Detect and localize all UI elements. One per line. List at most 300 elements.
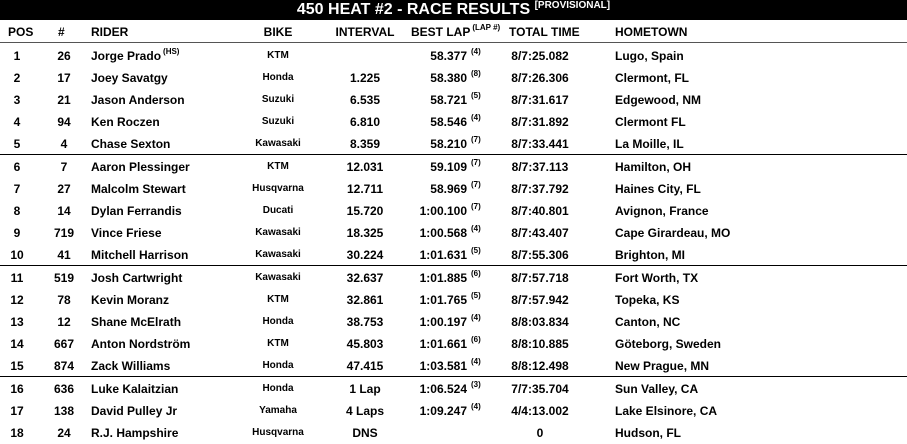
total-time-cell-text: 8/7:31.617: [511, 93, 569, 107]
pos-cell-text: 10: [10, 248, 24, 262]
number-cell-text: 7: [60, 160, 68, 174]
rider-cell: [91, 222, 162, 244]
pos-cell-text: 6: [13, 160, 21, 174]
lap-number-text: (5): [471, 91, 481, 100]
interval-cell: [322, 400, 408, 422]
table-row: [0, 156, 907, 178]
best-lap-cell-text: 1:01.885: [419, 271, 467, 285]
rider-cell-text: Anton Nordström: [91, 337, 191, 351]
number-cell-text: 719: [53, 226, 75, 240]
best-lap-cell-text: 58.380: [430, 71, 467, 85]
hometown-cell: [615, 311, 680, 333]
best-lap-cell-text: 1:01.631: [419, 248, 467, 262]
number-cell: [44, 111, 84, 133]
table-row: [0, 200, 907, 222]
bike-cell: [246, 267, 310, 289]
best-lap-cell-text: 1:00.100: [419, 204, 467, 218]
lap-number-cell: [469, 378, 481, 400]
total-time-cell-text: 8/7:37.113: [511, 160, 569, 174]
pos-cell-text: 11: [10, 271, 24, 285]
pos-cell: [0, 333, 34, 355]
col-best-lap-header: [411, 21, 500, 43]
lap-number-cell: [469, 67, 481, 89]
number-cell: [44, 378, 84, 400]
pos-cell-text: 12: [10, 293, 24, 307]
best-lap-cell: [405, 45, 467, 67]
rider-cell-text: Vince Friese: [91, 226, 162, 240]
bike-cell-text: Suzuki: [261, 116, 295, 127]
lap-number-text: (4): [471, 47, 481, 56]
table-row: [0, 111, 907, 133]
lap-number-cell: [469, 222, 481, 244]
rider-cell: [91, 111, 160, 133]
hometown-cell: [615, 67, 689, 89]
table-row: [0, 67, 907, 89]
hometown-cell-text: Edgewood, NM: [615, 93, 701, 107]
interval-cell: [322, 289, 408, 311]
total-time-cell-text: 7/7:35.704: [511, 382, 569, 396]
total-time-cell-text: 8/7:25.082: [511, 49, 569, 63]
interval-cell: [322, 89, 408, 111]
bike-cell: [246, 289, 310, 311]
bike-cell: [246, 133, 310, 155]
hometown-cell-text: Lake Elsinore, CA: [615, 404, 718, 418]
lap-number-text: (4): [471, 313, 481, 322]
rider-cell: [91, 178, 186, 200]
bike-cell-text: Kawasaki: [255, 227, 301, 238]
number-cell: [44, 45, 84, 67]
rider-cell: [91, 67, 168, 89]
table-row: [0, 422, 907, 444]
number-cell-text: 17: [57, 71, 71, 85]
best-lap-cell: [405, 222, 467, 244]
bike-cell: [246, 111, 310, 133]
table-row: [0, 333, 907, 355]
bike-cell: [246, 355, 310, 377]
best-lap-cell-text: 1:00.197: [419, 315, 467, 329]
best-lap-cell-text: 1:01.765: [419, 293, 467, 307]
pos-cell-text: 15: [10, 359, 24, 373]
hometown-cell: [615, 244, 685, 266]
table-row: [0, 178, 907, 200]
hometown-cell: [615, 355, 709, 377]
pos-cell-text: 4: [13, 115, 21, 129]
hometown-cell: [615, 111, 686, 133]
interval-cell-text: DNS: [352, 426, 378, 440]
rider-cell: [91, 289, 169, 311]
number-cell: [44, 156, 84, 178]
lap-number-text: (7): [471, 180, 481, 189]
number-cell-text: 874: [53, 359, 75, 373]
table-header: [0, 21, 907, 43]
pos-cell: [0, 111, 34, 133]
bike-cell-text: Suzuki: [261, 94, 295, 105]
best-lap-cell: [405, 267, 467, 289]
number-cell-text: 21: [57, 93, 71, 107]
number-cell: [44, 400, 84, 422]
total-time-cell: [500, 200, 580, 222]
bike-cell-text: KTM: [267, 50, 289, 61]
hometown-cell: [615, 222, 730, 244]
interval-cell: [322, 178, 408, 200]
rider-cell-text: Luke Kalaitzian: [91, 382, 179, 396]
pos-cell-text: 16: [10, 382, 24, 396]
number-cell-text: 12: [57, 315, 71, 329]
total-time-cell: [500, 156, 580, 178]
hometown-cell-text: Hamilton, OH: [615, 160, 692, 174]
pos-cell: [0, 178, 34, 200]
col-interval-header: INTERVAL: [335, 25, 395, 39]
rider-cell: [91, 267, 182, 289]
header-divider: [0, 42, 907, 43]
pos-cell: [0, 422, 34, 444]
rider-cell: [91, 200, 182, 222]
best-lap-cell: [405, 178, 467, 200]
hometown-cell-text: Brighton, MI: [615, 248, 685, 262]
best-lap-cell: [405, 311, 467, 333]
hometown-cell: [615, 400, 717, 422]
number-cell-text: 667: [53, 337, 75, 351]
number-cell: [44, 133, 84, 155]
total-time-cell: [500, 400, 580, 422]
pos-cell-text: 2: [13, 71, 21, 85]
lap-number-cell: [469, 45, 481, 67]
pos-cell-text: 17: [10, 404, 24, 418]
number-cell: [44, 289, 84, 311]
total-time-cell-text: 8/7:43.407: [511, 226, 569, 240]
best-lap-cell-text: 1:03.581: [419, 359, 467, 373]
lap-number-cell: [469, 178, 481, 200]
number-cell: [44, 244, 84, 266]
pos-cell-text: 13: [10, 315, 24, 329]
number-cell: [44, 311, 84, 333]
pos-cell-text: 5: [13, 137, 21, 151]
rider-cell: [91, 244, 188, 266]
lap-number-text: (6): [471, 269, 481, 278]
hometown-cell-text: Canton, NC: [615, 315, 681, 329]
bike-cell: [246, 400, 310, 422]
total-time-cell: [500, 178, 580, 200]
bike-cell-text: Honda: [262, 360, 294, 371]
total-time-cell: [500, 222, 580, 244]
number-cell-text: 94: [57, 115, 71, 129]
lap-number-cell: [469, 244, 481, 266]
hometown-cell-text: Lugo, Spain: [615, 49, 684, 63]
interval-cell-text: 1.225: [349, 71, 381, 85]
rider-cell: [91, 378, 178, 400]
rider-cell: [91, 156, 190, 178]
hometown-cell: [615, 267, 698, 289]
pos-cell: [0, 45, 34, 67]
lap-number-text: (7): [471, 202, 481, 211]
results-title-bar: [0, 0, 907, 20]
lap-number-text: (5): [471, 291, 481, 300]
best-lap-cell-text: 1:06.524: [419, 382, 467, 396]
total-time-cell: [500, 67, 580, 89]
hometown-cell-text: La Moille, IL: [615, 137, 684, 151]
bike-cell: [246, 378, 310, 400]
hometown-cell-text: Göteborg, Sweden: [615, 337, 722, 351]
rider-cell-text: Ken Roczen: [91, 115, 160, 129]
best-lap-cell: [405, 355, 467, 377]
hometown-cell: [615, 133, 684, 155]
interval-cell: [322, 156, 408, 178]
lap-number-text: (4): [471, 402, 481, 411]
best-lap-cell-text: 1:01.661: [419, 337, 467, 351]
bike-cell-text: Ducati: [262, 205, 294, 216]
hometown-cell-text: New Prague, MN: [615, 359, 710, 373]
pos-cell: [0, 244, 34, 266]
rider-cell-text: Aaron Plessinger: [91, 160, 190, 174]
bike-cell: [246, 89, 310, 111]
col-total-time-header: TOTAL TIME: [509, 25, 580, 39]
table-row: [0, 222, 907, 244]
pos-cell: [0, 400, 34, 422]
best-lap-cell: [405, 400, 467, 422]
interval-cell: [322, 311, 408, 333]
best-lap-cell-text: 58.377: [430, 49, 467, 63]
bike-cell-text: Husqvarna: [252, 183, 304, 194]
interval-cell: [322, 333, 408, 355]
rider-cell-text: R.J. Hampshire: [91, 426, 179, 440]
rider-cell: [91, 311, 181, 333]
hometown-cell-text: Clermont FL: [615, 115, 686, 129]
bike-cell-text: Yamaha: [259, 405, 297, 416]
total-time-cell: [500, 333, 580, 355]
best-lap-cell: [405, 378, 467, 400]
hometown-cell-text: Haines City, FL: [615, 182, 701, 196]
bike-cell: [246, 333, 310, 355]
table-row: [0, 45, 907, 67]
lap-number-cell: [469, 156, 481, 178]
best-lap-label: BEST LAP: [411, 25, 471, 39]
pos-cell: [0, 222, 34, 244]
number-cell: [44, 355, 84, 377]
table-row: [0, 311, 907, 333]
best-lap-cell: [405, 244, 467, 266]
rider-cell-text: David Pulley Jr: [91, 404, 178, 418]
lap-number-text: (8): [471, 69, 481, 78]
total-time-cell-text: 8/8:03.834: [511, 315, 569, 329]
interval-cell-text: 47.415: [346, 359, 384, 373]
rider-cell: [91, 355, 170, 377]
number-cell: [44, 422, 84, 444]
rider-cell: [91, 422, 178, 444]
bike-cell-text: KTM: [267, 338, 289, 349]
interval-cell-text: 6.810: [349, 115, 381, 129]
hometown-cell-text: Hudson, FL: [615, 426, 681, 440]
hometown-cell: [615, 289, 679, 311]
best-lap-cell: [405, 156, 467, 178]
total-time-cell: [500, 89, 580, 111]
total-time-cell-text: 8/8:12.498: [511, 359, 569, 373]
best-lap-cell: [405, 333, 467, 355]
bike-cell-text: Honda: [262, 383, 294, 394]
hometown-cell-text: Cape Girardeau, MO: [615, 226, 731, 240]
bike-cell: [246, 222, 310, 244]
bike-cell-text: Kawasaki: [255, 249, 301, 260]
lap-number-note: (LAP #): [472, 23, 501, 32]
rider-cell-text: Dylan Ferrandis: [91, 204, 182, 218]
total-time-cell-text: 8/7:37.792: [511, 182, 569, 196]
best-lap-cell: [405, 89, 467, 111]
table-row: [0, 89, 907, 111]
hometown-cell-text: Avignon, France: [615, 204, 709, 218]
number-cell-text: 27: [57, 182, 71, 196]
lap-number-text: (5): [471, 246, 481, 255]
best-lap-cell-text: 58.969: [430, 182, 467, 196]
hometown-cell: [615, 156, 691, 178]
hometown-cell: [615, 422, 681, 444]
number-cell: [44, 267, 84, 289]
pos-cell: [0, 89, 34, 111]
rider-cell-text: Chase Sexton: [91, 137, 171, 151]
best-lap-cell-text: 1:00.568: [419, 226, 467, 240]
hometown-cell-text: Topeka, KS: [615, 293, 680, 307]
total-time-cell: [500, 289, 580, 311]
hometown-cell-text: Fort Worth, TX: [615, 271, 699, 285]
rider-cell-text: Jason Anderson: [91, 93, 185, 107]
bike-cell: [246, 200, 310, 222]
interval-cell-text: 18.325: [346, 226, 384, 240]
hometown-cell: [615, 89, 701, 111]
total-time-cell-text: 8/7:31.892: [511, 115, 569, 129]
col-rider-header: RIDER: [91, 25, 129, 39]
interval-cell-text: 32.861: [346, 293, 384, 307]
pos-cell: [0, 267, 34, 289]
provisional-note: [PROVISIONAL]: [534, 0, 611, 11]
total-time-cell-text: 8/7:40.801: [511, 204, 569, 218]
total-time-cell: [500, 422, 580, 444]
number-cell-text: 4: [60, 137, 68, 151]
number-cell: [44, 178, 84, 200]
interval-cell: [322, 267, 408, 289]
pos-cell-text: 7: [13, 182, 21, 196]
lap-number-text: (7): [471, 135, 481, 144]
lap-number-cell: [469, 289, 481, 311]
total-time-cell: [500, 355, 580, 377]
total-time-cell-text: 4/4:13.002: [511, 404, 569, 418]
rider-cell-text: Mitchell Harrison: [91, 248, 189, 262]
rider-cell: [91, 133, 170, 155]
total-time-cell: [500, 244, 580, 266]
group-divider: [0, 265, 907, 266]
rider-cell: [91, 89, 185, 111]
bike-cell: [246, 311, 310, 333]
lap-number-cell: [469, 400, 481, 422]
col-number-header: #: [58, 25, 65, 39]
bike-cell-text: KTM: [267, 294, 289, 305]
table-row: [0, 289, 907, 311]
interval-cell: [322, 222, 408, 244]
pos-cell: [0, 378, 34, 400]
rider-cell: [91, 45, 179, 67]
bike-cell-text: Kawasaki: [255, 272, 301, 283]
group-divider: [0, 376, 907, 377]
hometown-cell-text: Clermont, FL: [615, 71, 689, 85]
interval-cell: [322, 111, 408, 133]
bike-cell: [246, 422, 310, 444]
best-lap-cell-text: 58.721: [430, 93, 467, 107]
interval-cell-text: 1 Lap: [349, 382, 381, 396]
lap-number-text: (3): [471, 380, 481, 389]
pos-cell: [0, 156, 34, 178]
rider-cell-text: Jorge Prado: [91, 49, 162, 63]
total-time-cell: [500, 378, 580, 400]
group-divider: [0, 154, 907, 155]
table-row: [0, 133, 907, 155]
best-lap-cell: [405, 111, 467, 133]
number-cell: [44, 89, 84, 111]
number-cell-text: 138: [53, 404, 75, 418]
hometown-cell: [615, 45, 684, 67]
total-time-cell-text: 8/7:26.306: [511, 71, 569, 85]
pos-cell-text: 14: [10, 337, 24, 351]
number-cell-text: 24: [57, 426, 71, 440]
number-cell-text: 519: [53, 271, 75, 285]
pos-cell-text: 18: [10, 426, 24, 440]
bike-cell-text: Kawasaki: [255, 138, 301, 149]
number-cell-text: 14: [57, 204, 71, 218]
bike-cell: [246, 156, 310, 178]
total-time-cell-text: 8/7:57.942: [511, 293, 569, 307]
total-time-cell-text: 8/7:55.306: [511, 248, 569, 262]
total-time-cell: [500, 311, 580, 333]
bike-cell-text: KTM: [267, 161, 289, 172]
total-time-cell: [500, 111, 580, 133]
lap-number-cell: [469, 267, 481, 289]
number-cell-text: 26: [57, 49, 71, 63]
best-lap-cell: [405, 67, 467, 89]
col-hometown-header: HOMETOWN: [615, 25, 688, 39]
lap-number-text: (6): [471, 335, 481, 344]
table-row: [0, 378, 907, 400]
interval-cell-text: 45.803: [346, 337, 384, 351]
lap-number-cell: [469, 333, 481, 355]
table-row: [0, 355, 907, 377]
total-time-cell-text: 8/7:33.441: [511, 137, 569, 151]
total-time-cell-text: 0: [536, 426, 544, 440]
rider-cell-text: Joey Savatgy: [91, 71, 168, 85]
interval-cell: [322, 378, 408, 400]
rider-cell-text: Josh Cartwright: [91, 271, 183, 285]
rider-cell-text: Malcolm Stewart: [91, 182, 186, 196]
best-lap-cell-text: 58.546: [430, 115, 467, 129]
lap-number-cell: [469, 311, 481, 333]
pos-cell: [0, 67, 34, 89]
col-pos-header: POS: [8, 25, 34, 39]
number-cell-text: 636: [53, 382, 75, 396]
interval-cell: [322, 422, 408, 444]
rider-cell-text: Kevin Moranz: [91, 293, 170, 307]
lap-number-cell: [469, 133, 481, 155]
page-title: 450 HEAT #2 - RACE RESULTS: [296, 1, 531, 18]
pos-cell-text: 8: [13, 204, 21, 218]
pos-cell: [0, 355, 34, 377]
interval-cell-text: 12.031: [346, 160, 384, 174]
lap-number-cell: [469, 89, 481, 111]
rider-cell-text: Zack Williams: [91, 359, 171, 373]
pos-cell: [0, 200, 34, 222]
lap-number-cell: [469, 355, 481, 377]
interval-cell: [322, 133, 408, 155]
pos-cell: [0, 289, 34, 311]
interval-cell: [322, 200, 408, 222]
interval-cell-text: 4 Laps: [345, 404, 384, 418]
rider-cell: [91, 333, 190, 355]
col-bike-header: BIKE: [263, 25, 293, 39]
best-lap-cell: [405, 200, 467, 222]
